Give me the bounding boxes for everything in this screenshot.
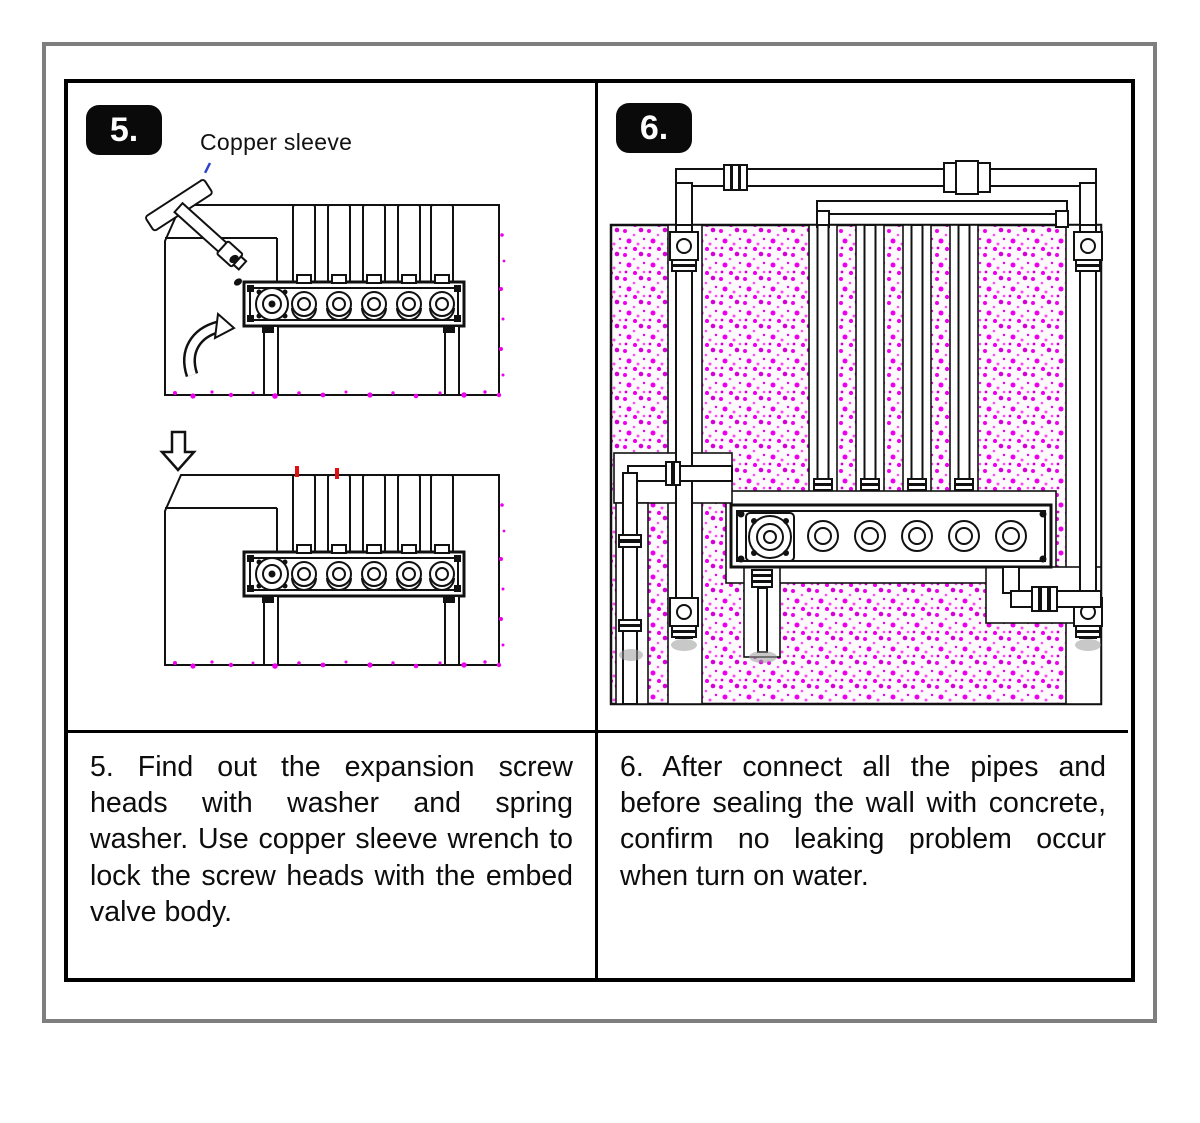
figure-cell-step5 xyxy=(68,83,598,733)
step5-caption-text: 5. Find out the expansion screw heads with washer and spring washer. Use copper sleeve wrench to lock the screw heads with the embed valve body. xyxy=(90,751,573,928)
step6-illustration xyxy=(598,83,1128,733)
copper-sleeve-label: Copper sleeve xyxy=(200,129,353,155)
step6-caption-text: 6. After connect all the pipes and before sealing the wall with concrete, confirm no leaking problem occur when turn on water. xyxy=(620,751,1106,892)
step5-badge: 5. xyxy=(86,105,162,155)
instruction-table xyxy=(64,79,1135,982)
valve-manifold xyxy=(731,505,1051,567)
step5-illustration xyxy=(68,83,598,733)
figure-cell-step6 xyxy=(598,83,1128,733)
page-frame xyxy=(42,42,1157,1023)
step6-badge: 6. xyxy=(616,103,692,153)
supply-headers xyxy=(676,161,1096,227)
caption-cell-step5 xyxy=(68,733,598,978)
down-arrow-icon xyxy=(162,432,194,470)
caption-cell-step6 xyxy=(598,733,1128,978)
